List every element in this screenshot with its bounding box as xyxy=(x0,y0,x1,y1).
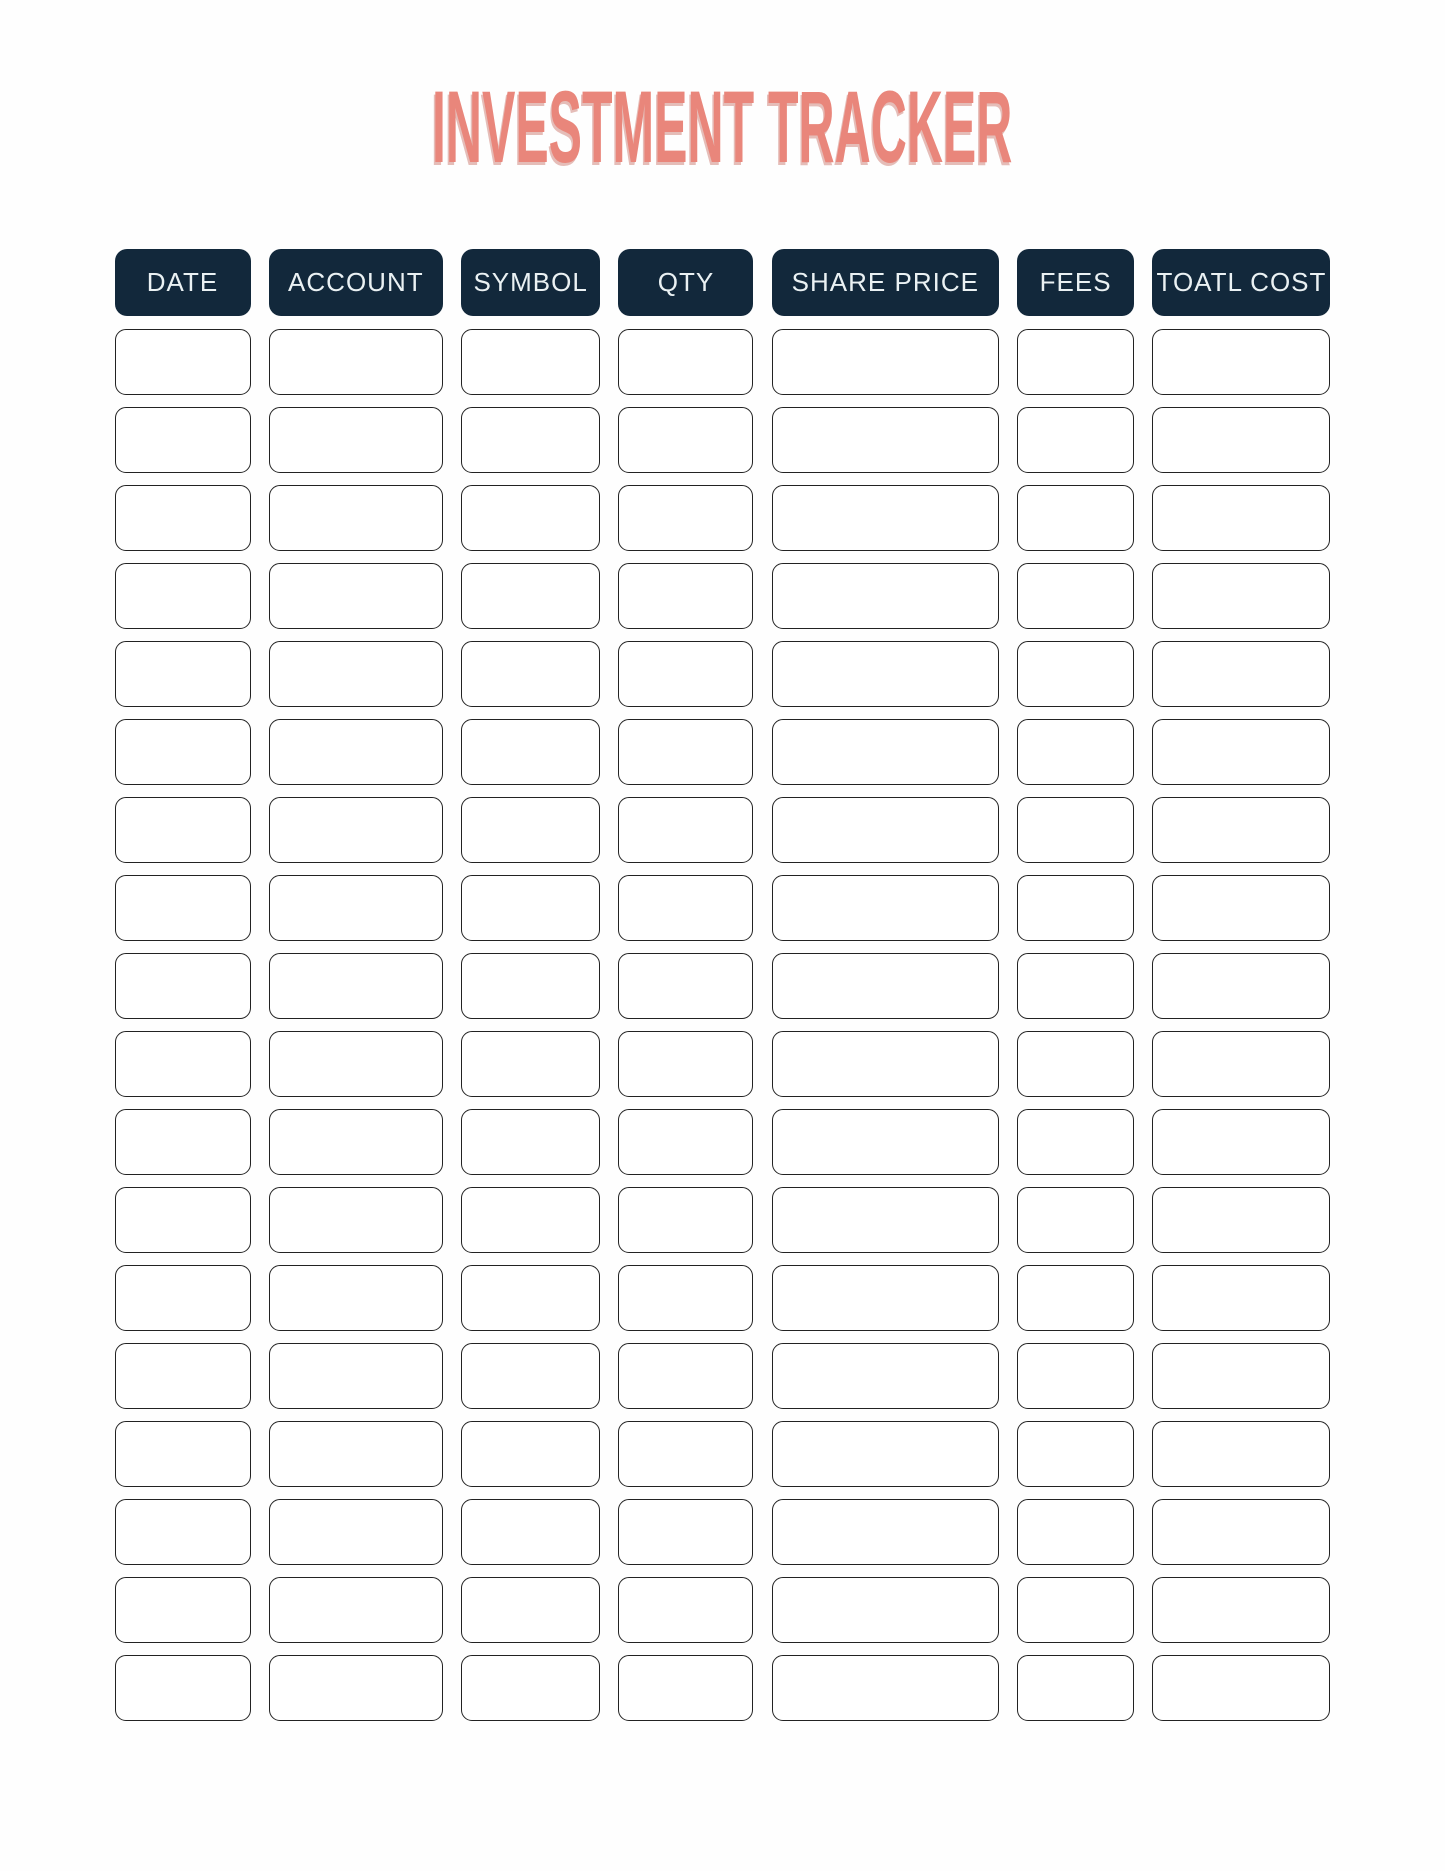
cell-toatl_cost[interactable] xyxy=(1152,407,1330,473)
table-row xyxy=(115,1577,1331,1643)
cell-account[interactable] xyxy=(269,1109,443,1175)
cell-qty[interactable] xyxy=(618,641,753,707)
cell-account[interactable] xyxy=(269,1031,443,1097)
cell-qty[interactable] xyxy=(618,1187,753,1253)
title-container xyxy=(0,70,1445,184)
investment-table xyxy=(115,249,1331,1721)
cell-qty[interactable] xyxy=(618,407,753,473)
table-row xyxy=(115,1109,1331,1175)
table-row xyxy=(115,407,1331,473)
cell-fees[interactable] xyxy=(1017,953,1134,1019)
table-row xyxy=(115,329,1331,395)
column-header-account: ACCOUNT xyxy=(269,249,443,316)
cell-date[interactable] xyxy=(115,875,251,941)
cell-symbol[interactable] xyxy=(461,485,600,551)
cell-fees[interactable] xyxy=(1017,1187,1134,1253)
table-row xyxy=(115,953,1331,1019)
cell-fees[interactable] xyxy=(1017,1343,1134,1409)
column-header-share-price: SHARE PRICE xyxy=(772,249,999,316)
cell-fees[interactable] xyxy=(1017,641,1134,707)
cell-fees[interactable] xyxy=(1017,1421,1134,1487)
cell-toatl_cost[interactable] xyxy=(1152,797,1330,863)
cell-share_price[interactable] xyxy=(772,1265,999,1331)
cell-fees[interactable] xyxy=(1017,563,1134,629)
table-row xyxy=(115,1187,1331,1253)
cell-fees[interactable] xyxy=(1017,1031,1134,1097)
cell-qty[interactable] xyxy=(618,1031,753,1097)
cell-account[interactable] xyxy=(269,641,443,707)
cell-account[interactable] xyxy=(269,1265,443,1331)
cell-toatl_cost[interactable] xyxy=(1152,953,1330,1019)
cell-symbol[interactable] xyxy=(461,875,600,941)
table-row xyxy=(115,485,1331,551)
cell-toatl_cost[interactable] xyxy=(1152,1031,1330,1097)
cell-share_price[interactable] xyxy=(772,1499,999,1565)
cell-fees[interactable] xyxy=(1017,797,1134,863)
table-header-row xyxy=(115,249,1331,316)
cell-date[interactable] xyxy=(115,1421,251,1487)
cell-account[interactable] xyxy=(269,485,443,551)
cell-share_price[interactable] xyxy=(772,1031,999,1097)
cell-fees[interactable] xyxy=(1017,1499,1134,1565)
cell-qty[interactable] xyxy=(618,1343,753,1409)
table-row xyxy=(115,641,1331,707)
cell-toatl_cost[interactable] xyxy=(1152,329,1330,395)
cell-symbol[interactable] xyxy=(461,329,600,395)
cell-share_price[interactable] xyxy=(772,719,999,785)
cell-symbol[interactable] xyxy=(461,641,600,707)
cell-account[interactable] xyxy=(269,329,443,395)
cell-toatl_cost[interactable] xyxy=(1152,1265,1330,1331)
column-header-fees: FEES xyxy=(1017,249,1134,316)
cell-symbol[interactable] xyxy=(461,1655,600,1721)
cell-date[interactable] xyxy=(115,1031,251,1097)
cell-account[interactable] xyxy=(269,1343,443,1409)
cell-qty[interactable] xyxy=(618,875,753,941)
cell-date[interactable] xyxy=(115,1655,251,1721)
cell-symbol[interactable] xyxy=(461,1343,600,1409)
cell-fees[interactable] xyxy=(1017,875,1134,941)
cell-fees[interactable] xyxy=(1017,1265,1134,1331)
cell-qty[interactable] xyxy=(618,1265,753,1331)
cell-share_price[interactable] xyxy=(772,1421,999,1487)
cell-toatl_cost[interactable] xyxy=(1152,719,1330,785)
cell-share_price[interactable] xyxy=(772,1577,999,1643)
cell-toatl_cost[interactable] xyxy=(1152,563,1330,629)
table-row xyxy=(115,1265,1331,1331)
page-title: INVESTMENT TRACKER xyxy=(432,70,1013,184)
cell-date[interactable] xyxy=(115,1109,251,1175)
cell-account[interactable] xyxy=(269,1421,443,1487)
cell-share_price[interactable] xyxy=(772,407,999,473)
cell-share_price[interactable] xyxy=(772,1187,999,1253)
cell-fees[interactable] xyxy=(1017,719,1134,785)
column-header-date: DATE xyxy=(115,249,251,316)
cell-share_price[interactable] xyxy=(772,1343,999,1409)
cell-account[interactable] xyxy=(269,1655,443,1721)
cell-date[interactable] xyxy=(115,329,251,395)
cell-date[interactable] xyxy=(115,719,251,785)
cell-qty[interactable] xyxy=(618,1421,753,1487)
cell-account[interactable] xyxy=(269,875,443,941)
cell-qty[interactable] xyxy=(618,1655,753,1721)
cell-symbol[interactable] xyxy=(461,1187,600,1253)
cell-account[interactable] xyxy=(269,407,443,473)
cell-symbol[interactable] xyxy=(461,1109,600,1175)
cell-account[interactable] xyxy=(269,797,443,863)
cell-share_price[interactable] xyxy=(772,797,999,863)
cell-date[interactable] xyxy=(115,485,251,551)
table-row xyxy=(115,797,1331,863)
cell-qty[interactable] xyxy=(618,953,753,1019)
table-row xyxy=(115,1343,1331,1409)
column-header-qty: QTY xyxy=(618,249,753,316)
cell-symbol[interactable] xyxy=(461,1499,600,1565)
column-header-toatl-cost: TOATL COST xyxy=(1152,249,1330,316)
cell-symbol[interactable] xyxy=(461,1421,600,1487)
cell-share_price[interactable] xyxy=(772,563,999,629)
cell-qty[interactable] xyxy=(618,1499,753,1565)
table-row xyxy=(115,1499,1331,1565)
cell-share_price[interactable] xyxy=(772,953,999,1019)
table-row xyxy=(115,1031,1331,1097)
cell-qty[interactable] xyxy=(618,485,753,551)
table-row xyxy=(115,1421,1331,1487)
table-row xyxy=(115,563,1331,629)
cell-qty[interactable] xyxy=(618,1577,753,1643)
cell-fees[interactable] xyxy=(1017,329,1134,395)
cell-toatl_cost[interactable] xyxy=(1152,1655,1330,1721)
cell-toatl_cost[interactable] xyxy=(1152,1577,1330,1643)
column-header-symbol: SYMBOL xyxy=(461,249,600,316)
cell-toatl_cost[interactable] xyxy=(1152,1109,1330,1175)
cell-share_price[interactable] xyxy=(772,641,999,707)
table-row xyxy=(115,719,1331,785)
table-body xyxy=(115,329,1331,1721)
cell-symbol[interactable] xyxy=(461,953,600,1019)
cell-toatl_cost[interactable] xyxy=(1152,1343,1330,1409)
cell-share_price[interactable] xyxy=(772,1109,999,1175)
cell-symbol[interactable] xyxy=(461,1031,600,1097)
cell-symbol[interactable] xyxy=(461,1265,600,1331)
cell-symbol[interactable] xyxy=(461,563,600,629)
cell-account[interactable] xyxy=(269,1577,443,1643)
cell-date[interactable] xyxy=(115,1499,251,1565)
cell-fees[interactable] xyxy=(1017,1655,1134,1721)
cell-account[interactable] xyxy=(269,1499,443,1565)
cell-symbol[interactable] xyxy=(461,797,600,863)
cell-account[interactable] xyxy=(269,1187,443,1253)
cell-qty[interactable] xyxy=(618,797,753,863)
cell-qty[interactable] xyxy=(618,719,753,785)
cell-symbol[interactable] xyxy=(461,407,600,473)
cell-symbol[interactable] xyxy=(461,1577,600,1643)
cell-toatl_cost[interactable] xyxy=(1152,1187,1330,1253)
cell-date[interactable] xyxy=(115,407,251,473)
cell-toatl_cost[interactable] xyxy=(1152,875,1330,941)
cell-toatl_cost[interactable] xyxy=(1152,485,1330,551)
cell-date[interactable] xyxy=(115,953,251,1019)
cell-fees[interactable] xyxy=(1017,407,1134,473)
cell-date[interactable] xyxy=(115,1343,251,1409)
cell-date[interactable] xyxy=(115,1577,251,1643)
cell-toatl_cost[interactable] xyxy=(1152,1421,1330,1487)
cell-date[interactable] xyxy=(115,641,251,707)
cell-date[interactable] xyxy=(115,1265,251,1331)
cell-qty[interactable] xyxy=(618,563,753,629)
table-row xyxy=(115,1655,1331,1721)
cell-fees[interactable] xyxy=(1017,485,1134,551)
table-row xyxy=(115,875,1331,941)
cell-fees[interactable] xyxy=(1017,1577,1134,1643)
cell-share_price[interactable] xyxy=(772,485,999,551)
cell-account[interactable] xyxy=(269,953,443,1019)
cell-qty[interactable] xyxy=(618,1109,753,1175)
cell-share_price[interactable] xyxy=(772,875,999,941)
cell-toatl_cost[interactable] xyxy=(1152,1499,1330,1565)
cell-fees[interactable] xyxy=(1017,1109,1134,1175)
cell-symbol[interactable] xyxy=(461,719,600,785)
cell-account[interactable] xyxy=(269,563,443,629)
cell-date[interactable] xyxy=(115,563,251,629)
cell-toatl_cost[interactable] xyxy=(1152,641,1330,707)
cell-share_price[interactable] xyxy=(772,329,999,395)
cell-share_price[interactable] xyxy=(772,1655,999,1721)
cell-account[interactable] xyxy=(269,719,443,785)
cell-date[interactable] xyxy=(115,1187,251,1253)
cell-qty[interactable] xyxy=(618,329,753,395)
cell-date[interactable] xyxy=(115,797,251,863)
